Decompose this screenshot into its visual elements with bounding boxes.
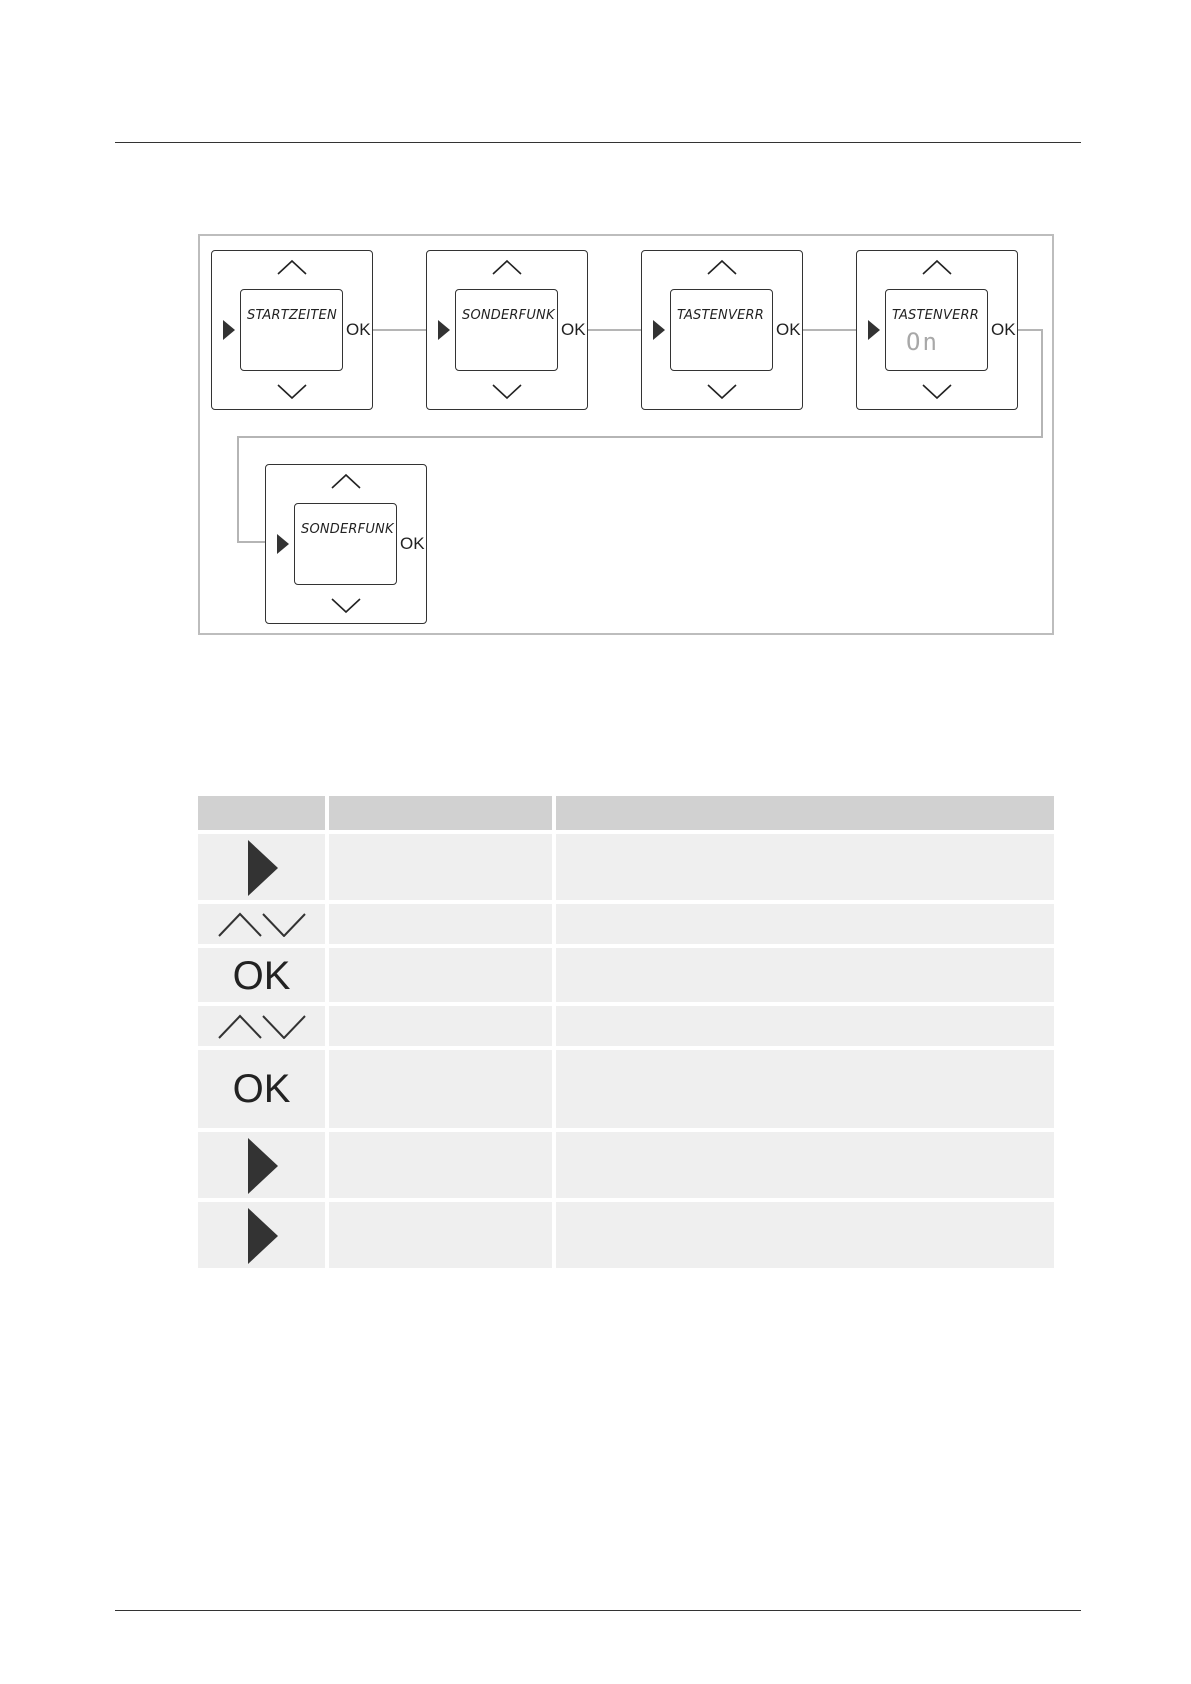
lcd-label: STARTZEITEN [247,308,337,323]
table-row [198,1132,1054,1198]
table-cell [556,1132,1054,1198]
ok-key-symbol: OK [232,1067,291,1111]
connector-2-3 [587,329,643,331]
table-cell [329,834,552,900]
table-cell [329,948,552,1002]
down-arrow-icon[interactable] [922,384,952,400]
header-rule [115,142,1081,143]
footer-rule [115,1610,1081,1611]
device-sonderfunk [426,250,588,410]
ok-button[interactable]: OK [776,320,801,339]
lcd-label: SONDERFUNK [462,308,555,323]
up-down-arrows-icon [218,911,306,937]
table-cell [556,1006,1054,1046]
device-startzeiten [211,250,373,410]
lcd-screen [294,503,397,585]
triangle-right-icon [247,1137,279,1195]
down-arrow-icon[interactable] [331,598,361,614]
down-arrow-icon[interactable] [707,384,737,400]
triangle-right-icon[interactable] [653,320,665,340]
connector-4-right [1017,329,1043,331]
triangle-right-icon[interactable] [223,320,235,340]
lcd-screen [240,289,343,371]
table-cell [329,1202,552,1268]
symbol-cell [198,904,325,944]
up-arrow-icon[interactable] [277,259,307,275]
connector-down-left [237,436,239,543]
connector-into-5 [237,541,265,543]
lcd-value: On [906,328,939,356]
table-cell [329,1050,552,1128]
triangle-right-icon[interactable] [868,320,880,340]
lcd-label: TASTENVERR [892,308,979,323]
lcd-label: TASTENVERR [677,308,764,323]
table-cell [329,1132,552,1198]
table-cell [556,948,1054,1002]
table-row [198,904,1054,944]
table-header-cell [556,796,1054,830]
ok-key-symbol: OK [232,954,291,998]
up-arrow-icon[interactable] [331,473,361,489]
symbol-cell [198,948,325,1002]
table-cell [329,1006,552,1046]
menu-flow-diagram [198,234,1054,635]
table-cell [556,904,1054,944]
device-tastenverr-on [856,250,1018,410]
ok-button[interactable]: OK [991,320,1016,339]
triangle-right-icon[interactable] [277,534,289,554]
table-cell [556,1202,1054,1268]
connector-down-right [1041,329,1043,438]
down-arrow-icon[interactable] [277,384,307,400]
symbol-cell [198,1132,325,1198]
table-row [198,1202,1054,1268]
up-arrow-icon[interactable] [492,259,522,275]
connector-3-4 [802,329,858,331]
table-row [198,1050,1054,1128]
table-row [198,948,1054,1002]
table-cell [556,1050,1054,1128]
up-down-arrows-icon [218,1013,306,1039]
connector-return [237,436,1043,438]
table-header-cell [198,796,325,830]
ok-button[interactable]: OK [400,534,425,553]
up-arrow-icon[interactable] [922,259,952,275]
down-arrow-icon[interactable] [492,384,522,400]
table-cell [329,904,552,944]
triangle-right-icon [247,1207,279,1265]
ok-button[interactable]: OK [346,320,371,339]
table-cell [556,834,1054,900]
lcd-screen [670,289,773,371]
lcd-label: SONDERFUNK [301,522,394,537]
lcd-screen [885,289,988,371]
lcd-screen [455,289,558,371]
table-header-cell [329,796,552,830]
device-tastenverr [641,250,803,410]
device-sonderfunk-return [265,464,427,624]
triangle-right-icon [247,839,279,897]
ok-button[interactable]: OK [561,320,586,339]
table-header-row [198,796,1054,830]
symbol-cell [198,1202,325,1268]
up-arrow-icon[interactable] [707,259,737,275]
triangle-right-icon[interactable] [438,320,450,340]
symbol-cell [198,1050,325,1128]
connector-1-2 [372,329,428,331]
table-row [198,834,1054,900]
symbol-cell [198,1006,325,1046]
symbol-cell [198,834,325,900]
table-row [198,1006,1054,1046]
